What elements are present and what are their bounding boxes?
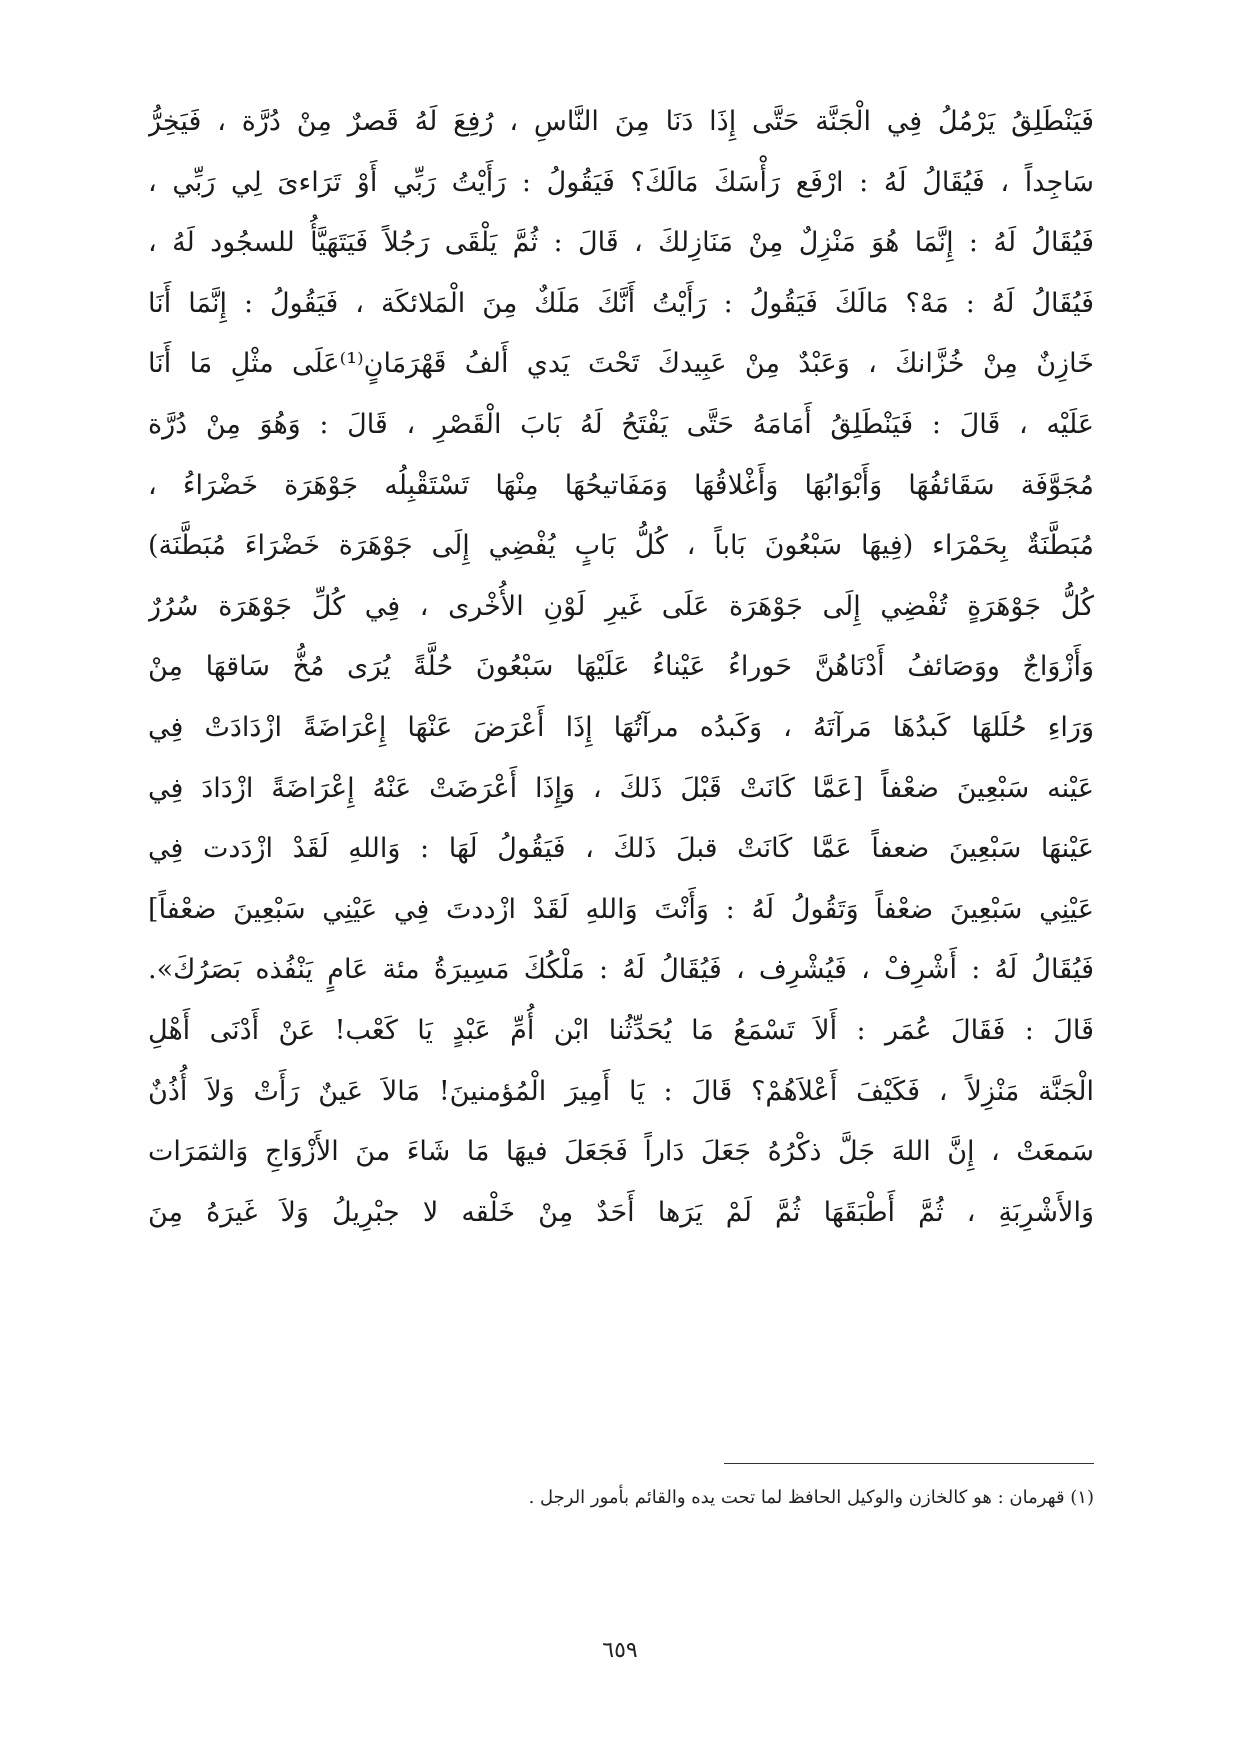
text-line: مُبَطَّنَةٌ بِحَمْرَاء (فِيهَا سَبْعُونَ بَاباً ، كُلُّ بَابٍ يُفْضِي إِلَى جَوْهَرَة خَضْرَاءَ مُبَطَّنَة) [148, 530, 1094, 562]
text-line: سَمعَتْ ، إِنَّ اللهَ جَلَّ ذكْرُهُ جَعَلَ دَاراً فَجَعَلَ فيهَا مَا شَاءَ منَ الأَزْوَاجِ وَالثمَرَات [148, 1136, 1094, 1168]
footnote: (١) قهرمان : هو كالخازن والوكيل الحافظ لما تحت يده والقائم بأمور الرجل . [528, 1487, 1094, 1508]
text-line: فَيُقَالُ لَهُ : مَهْ؟ مَالَكَ فَيَقُولُ : رَأَيْتُ أَنَّكَ مَلَكٌ مِنَ الْمَلائكَة ، فَيَقُولُ : إِنَّمَا أَنَا [148, 287, 1094, 319]
text-line: سَاجِداً ، فَيُقَالُ لَهُ : ارْفَع رَأْسَكَ مَالَكَ؟ فَيَقُولُ : رَأَيْتُ رَبِّي أَوْ تَرَاءىَ لِي رَبِّي ، [148, 166, 1094, 198]
text-line: الْجَنَّة مَنْزِلاً ، فَكَيْفَ أَعْلاَهُمْ؟ قَالَ : يَا أَمِيرَ الْمُؤمنينَ! مَالاَ عَينٌ رَأَتْ وَلاَ أُذُنٌ [148, 1075, 1094, 1107]
text-line: عَلَيْه ، قَالَ : فَيَنْطَلِقُ أَمَامَهُ حَتَّى يَفْتَحُ لَهُ بَابَ الْقَصْرِ ، قَالَ : وَهُوَ مِنْ دُرَّة [148, 408, 1094, 440]
text-line: فَيُقَالُ لَهُ : أَشْرِفْ ، فَيُشْرِف ، فَيُقَالُ لَهُ : مَلْكُكَ مَسِيرَةُ مئة عَامٍ يَنْفُذه بَصَرُكَ». [148, 954, 1094, 986]
text-line: عَيْنهَا سَبْعِينَ ضعفاً عَمَّا كَانَتْ قبلَ ذَلكَ ، فَيَقُولُ لَهَا : وَاللهِ لَقَدْ ازْدَدت فِي [148, 833, 1094, 865]
text-line: وَالأَشْرِبَةِ ، ثُمَّ أَطْبَقَهَا ثُمَّ لَمْ يَرَها أَحَدٌ مِنْ خَلْقه لا جبْرِيلُ وَلاَ غَيرَهُ مِنَ [148, 1196, 1094, 1228]
text-line: وَأَزْوَاجٌ ووَصَائفُ أَدْنَاهُنَّ حَوراءُ عَيْناءُ عَلَيْهَا سَبْعُونَ حُلَّةً يُرَى مُخُّ سَاقهَا مِنْ [148, 651, 1094, 683]
text-line: قَالَ : فَقَالَ عُمَر : أَلاَ تَسْمَعُ مَا يُحَدِّثُنا ابْن أُمِّ عَبْدٍ يَا كَعْب! عَنْ أَدْنَى أَهْلِ [148, 1014, 1094, 1046]
text-line: فَيُقَالُ لَهُ : إِنَّمَا هُوَ مَنْزِلٌ مِنْ مَنَازِلكَ ، قَالَ : ثُمَّ يَلْقَى رَجُلاً فَيَتَهَيَّأُ للسجُود لَهُ ، [148, 227, 1094, 259]
text-line: خَازِنٌ مِنْ خُزَّانكَ ، وَعَبْدٌ مِنْ عَبِيدكَ تَحْتَ يَدي أَلفُ قَهْرَمَانٍ⁽¹⁾عَلَى مثْلِ مَا أَنَا [148, 348, 1094, 380]
footnote-separator [724, 1463, 1094, 1464]
text-line: كُلُّ جَوْهَرَةٍ تُفْضِي إِلَى جَوْهَرَة عَلَى غَيرِ لَوْنِ الأُخْرى ، فِي كُلِّ جَوْهَرَة سُرُرٌ [148, 590, 1094, 622]
text-line: فَيَنْطَلِقُ يَرْمُلُ فِي الْجَنَّة حَتَّى إِذَا دَنَا مِنَ النَّاسِ ، رُفِعَ لَهُ قَصرٌ مِنْ دُرَّة ، فَيَخِرُّ [148, 106, 1094, 137]
text-line: وَرَاءِ حُلَلهَا كَبدُهَا مَرآتَهُ ، وَكَبدُه مرآتُهَا إِذَا أَعْرَضَ عَنْهَا إِعْرَاضَةً ازْدَادَتْ فِي [148, 711, 1094, 743]
text-line: عَيْنه سَبْعِينَ ضعْفاً [عَمَّا كَانَتْ قَبْلَ ذَلكَ ، وَإِذَا أَعْرَضَتْ عَنْهُ إِعْرَاضَةً ازْدَادَ فِي [148, 772, 1094, 804]
page-number: ٦٥٩ [602, 1638, 638, 1663]
body-text [148, 92, 1094, 1243]
text-line: عَيْنِي سَبْعِينَ ضعْفاً وَتَقُولُ لَهُ : وَأَنْتَ وَاللهِ لَقَدْ ازْددتَ فِي عَيْنِي سَبْعِينَ ضعْفاً] [148, 893, 1094, 925]
text-line: مُجَوَّفَة سَقَائفُهَا وَأَبْوَابُهَا وَأَغْلاقُهَا وَمَفَاتيحُهَا مِنْهَا تَسْتَقْبِلُه جَوْهَرَة خَضْرَاءُ ، [148, 469, 1094, 501]
